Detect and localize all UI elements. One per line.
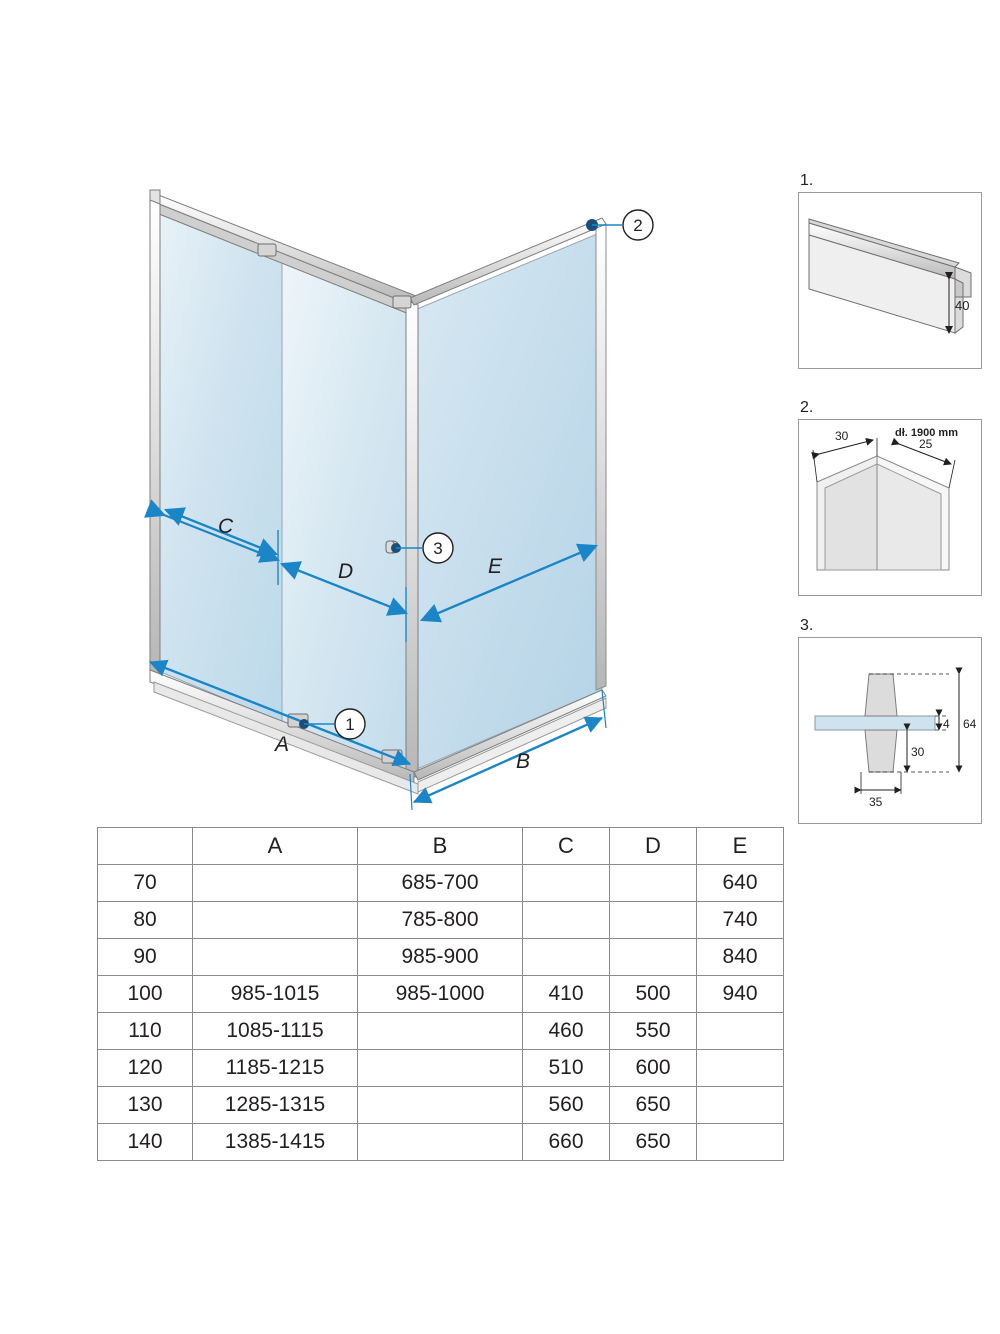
cell-b: [358, 1087, 523, 1124]
cell-c: [523, 939, 610, 976]
detail-3-dim-4: 4: [943, 717, 950, 731]
table-row: [98, 976, 784, 1013]
svg-text:3: 3: [433, 539, 443, 558]
cell-a: [193, 902, 358, 939]
cell-c: 410: [523, 976, 610, 1013]
detail-1-number: 1.: [800, 172, 814, 189]
cell-a: 1085-1115: [193, 1013, 358, 1050]
table-row: [98, 1013, 784, 1050]
size-table-body: [98, 865, 784, 1161]
cell-d: [610, 939, 697, 976]
svg-text:1: 1: [345, 715, 355, 734]
detail-3-glass-seal-section: [798, 637, 982, 824]
table-header-e: E: [697, 828, 784, 865]
table-header-row: [98, 828, 784, 865]
cell-a: 1385-1415: [193, 1124, 358, 1161]
dimension-label-c: C: [218, 515, 234, 538]
detail-3-number: 3.: [800, 617, 814, 634]
cell-e: 740: [697, 902, 784, 939]
cell-b: 785-800: [358, 902, 523, 939]
cell-size: 140: [98, 1124, 193, 1161]
cell-size: 90: [98, 939, 193, 976]
detail-2-corner-seal-section: [798, 419, 982, 596]
cell-e: 840: [697, 939, 784, 976]
cell-c: 560: [523, 1087, 610, 1124]
cell-c: [523, 902, 610, 939]
detail-1-dim-40: 40: [955, 298, 970, 313]
cell-a: 1285-1315: [193, 1087, 358, 1124]
table-header-a: A: [193, 828, 358, 865]
dimension-label-d: D: [338, 560, 354, 583]
detail-3-dim-35: 35: [869, 795, 883, 809]
cell-e: 940: [697, 976, 784, 1013]
cell-d: [610, 902, 697, 939]
cell-e: [697, 1050, 784, 1087]
cell-b: 985-900: [358, 939, 523, 976]
cell-a: 1185-1215: [193, 1050, 358, 1087]
table-row: [98, 1087, 784, 1124]
table-header-blank: [98, 828, 193, 865]
table-row: [98, 1050, 784, 1087]
cell-c: [523, 865, 610, 902]
table-row: [98, 865, 784, 902]
cell-c: 510: [523, 1050, 610, 1087]
cell-b: [358, 1124, 523, 1161]
cell-b: 685-700: [358, 865, 523, 902]
table-row: [98, 1124, 784, 1161]
cell-d: 550: [610, 1013, 697, 1050]
size-table: [97, 827, 784, 1161]
detail-3-dim-64: 64: [963, 717, 977, 731]
cell-b: [358, 1013, 523, 1050]
cell-e: [697, 1087, 784, 1124]
cell-b: [358, 1050, 523, 1087]
cell-e: [697, 1124, 784, 1161]
cell-a: 985-1015: [193, 976, 358, 1013]
cell-size: 100: [98, 976, 193, 1013]
cell-d: [610, 865, 697, 902]
shower-enclosure-isometric-drawing: [110, 150, 730, 830]
cell-size: 120: [98, 1050, 193, 1087]
dimension-label-e: E: [488, 555, 503, 578]
cell-size: 70: [98, 865, 193, 902]
detail-3-dim-30: 30: [911, 745, 925, 759]
table-header-c: C: [523, 828, 610, 865]
cell-a: [193, 865, 358, 902]
detail-2-dim-30: 30: [835, 429, 849, 443]
detail-2-dim-25: 25: [919, 437, 933, 451]
table-row: [98, 902, 784, 939]
table-header-d: D: [610, 828, 697, 865]
dimension-label-a: A: [275, 733, 290, 756]
cell-e: [697, 1013, 784, 1050]
cell-size: 110: [98, 1013, 193, 1050]
cell-d: 650: [610, 1124, 697, 1161]
svg-text:2: 2: [633, 216, 643, 235]
detail-2-number: 2.: [800, 399, 814, 416]
cell-e: 640: [697, 865, 784, 902]
cell-size: 130: [98, 1087, 193, 1124]
detail-1-profile-section: [798, 192, 982, 369]
size-table-head: [98, 828, 784, 865]
cell-a: [193, 939, 358, 976]
cell-d: 600: [610, 1050, 697, 1087]
table-header-b: B: [358, 828, 523, 865]
cell-d: 500: [610, 976, 697, 1013]
cell-c: 660: [523, 1124, 610, 1161]
cell-b: 985-1000: [358, 976, 523, 1013]
cell-size: 80: [98, 902, 193, 939]
dimension-label-b: B: [516, 750, 531, 773]
detail-2-length-note: dł. 1900 mm: [895, 427, 958, 439]
cell-d: 650: [610, 1087, 697, 1124]
cell-c: 460: [523, 1013, 610, 1050]
table-row: [98, 939, 784, 976]
